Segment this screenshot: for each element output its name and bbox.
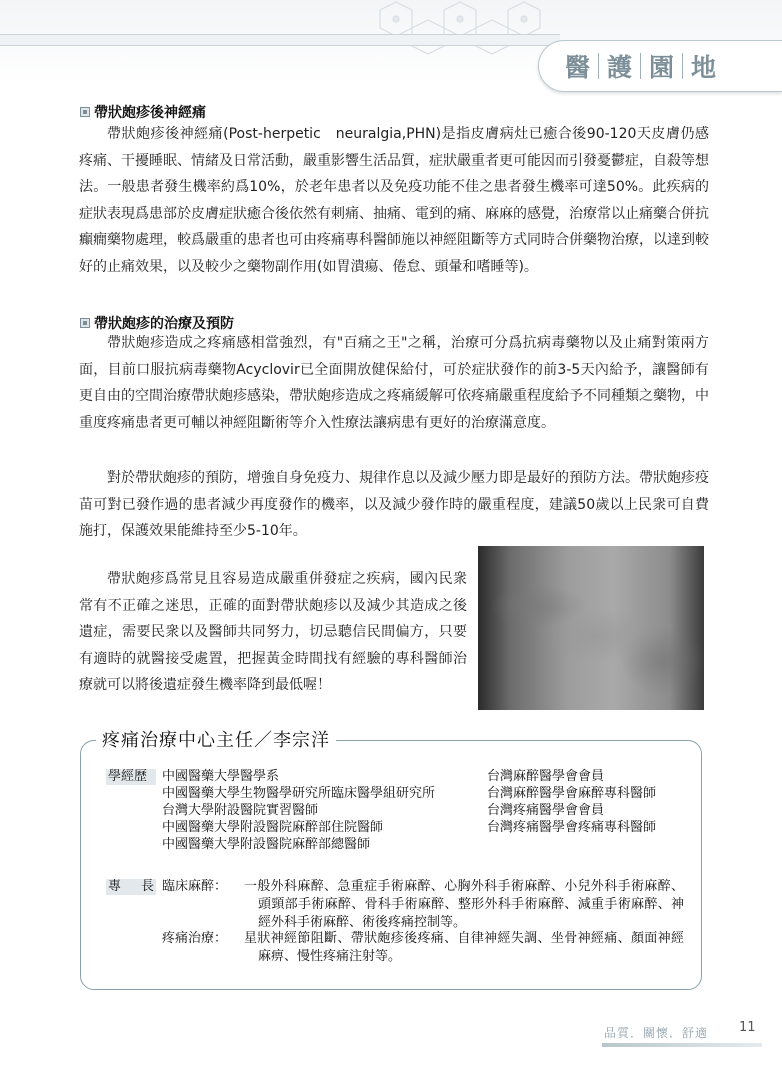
header-char: 醫 [565, 53, 591, 82]
membership-item: 台灣麻醉醫學會麻醉專科醫師 [487, 786, 657, 801]
header-separator [640, 53, 641, 79]
hexagon-pattern-decoration [0, 0, 560, 92]
section-heading-text: 帶狀皰疹後神經痛 [94, 105, 206, 121]
section-heading-phn [80, 102, 206, 122]
education-item: 中國醫藥大學醫學系 [162, 769, 280, 784]
education-item: 中國醫藥大學生物醫學研究所臨床醫學組研究所 [162, 786, 436, 801]
paragraph-conclusion: 帶狀皰疹爲常見且容易造成嚴重併發症之疾病，國內民衆常有不正確之迷思，正確的面對帶狀皰疹以及減少其造成之後遺症，需要民衆以及醫師共同努力，切忌聽信民間偏方，只要有適時的就醫接受處置，把握黃金時間找有經驗的專科醫師治療就可以將後遺症發生機率降到最低喔！ [79, 571, 467, 693]
square-bullet-icon [80, 107, 90, 117]
education-item: 中國醫藥大學附設醫院麻醉部總醫師 [162, 837, 371, 852]
specialty-label-char: 專 [108, 879, 122, 894]
membership-item: 台灣疼痛醫學會會員 [487, 803, 605, 818]
header-separator [682, 53, 683, 79]
square-bullet-icon [80, 318, 90, 328]
header-separator [598, 53, 599, 79]
page-number: 11 [739, 1020, 756, 1035]
section-heading-text: 帶狀皰疹的治療及預防 [94, 316, 234, 332]
footer-slogan: 品質．關懷．舒適 [604, 1026, 709, 1040]
paragraph-treatment: 帶狀皰疹造成之疼痛感相當強烈，有"百痛之王"之稱，治療可分爲抗病毒藥物以及止痛對策兩方面，目前口服抗病毒藥物Acyclovir已全面開放健保給付，可於症狀發作的前3-5天內給予，讓醫師有更自由的空間治療帶狀皰疹感染，帶狀皰疹造成之疼痛緩解可依疼痛嚴重程度給予不同種類之藥物，中重度疼痛患者更可輔以神經阻斷術等介入性療法讓病患有更好的治療滿意度。 [79, 335, 709, 431]
skin-rash-photo [478, 546, 704, 710]
header-rule [0, 34, 560, 46]
header-char: 護 [607, 53, 633, 82]
education-item: 中國醫藥大學附設醫院麻醉部住院醫師 [162, 820, 384, 835]
header-char: 園 [649, 53, 675, 82]
specialty-description: 一般外科麻醉、急重症手術麻醉、心胸外科手術麻醉、小兒外科手術麻醉、頭頸部手術麻醉、骨科手術麻醉、整形外科手術麻醉、減重手術麻醉、神經外科手術麻醉、術後疼痛控制等。 [244, 879, 684, 930]
specialty-label [106, 879, 156, 895]
paragraph-prevention: 對於帶狀皰疹的預防，增強自身免疫力、規律作息以及減少壓力即是最好的預防方法。帶狀皰疹疫苗可對已發作過的患者減少再度發作的機率，以及減少發作時的嚴重程度，建議50歲以上民衆可自費施打，保護效果能維持至少5-10年。 [79, 470, 709, 539]
membership-item: 台灣麻醉醫學會會員 [487, 769, 605, 784]
doctor-title: 疼痛治療中心主任／李宗洋 [96, 726, 336, 752]
specialty-description: 星狀神經節阻斷、帶狀皰疹後疼痛、自律神經失調、坐骨神經痛、顏面神經麻痹、慢性疼痛注射等。 [244, 931, 684, 964]
footer-rule [602, 1043, 762, 1047]
education-label-text: 學經歷 [108, 769, 148, 784]
education-label [106, 769, 156, 785]
specialty-category: 臨床麻醉： [162, 879, 228, 894]
paragraph-phn: 帶狀皰疹後神經痛(Post-herpetic neuralgia,PHN)是指皮膚病灶已癒合後90-120天皮膚仍感疼痛、干擾睡眠、情緒及日常活動，嚴重影響生活品質，症狀嚴重者更可能因而引發憂鬱症，自殺等想法。一般患者發生機率約爲10%，於老年患者以及免疫功能不佳之患者發生機率可達50%。此疾病的症狀表現爲患部於皮膚症狀癒合後依然有刺痛、抽痛、電到的痛、麻麻的感覺，治療常以止痛藥合併抗癲癇藥物處理，較爲嚴重的患者也可由疼痛專科醫師施以神經阻斷等方式同時合併藥物治療，以達到較好的止痛效果，以及較少之藥物副作用(如胃潰瘍、倦怠、頭暈和嗜睡等)。 [79, 126, 709, 275]
membership-item: 台灣疼痛醫學會疼痛專科醫師 [487, 820, 657, 835]
education-item: 台灣大學附設醫院實習醫師 [162, 803, 319, 818]
section-header-tab [538, 40, 782, 92]
header-char: 地 [691, 53, 717, 82]
specialty-label-char: 長 [140, 879, 154, 894]
specialty-category: 疼痛治療： [162, 931, 228, 946]
